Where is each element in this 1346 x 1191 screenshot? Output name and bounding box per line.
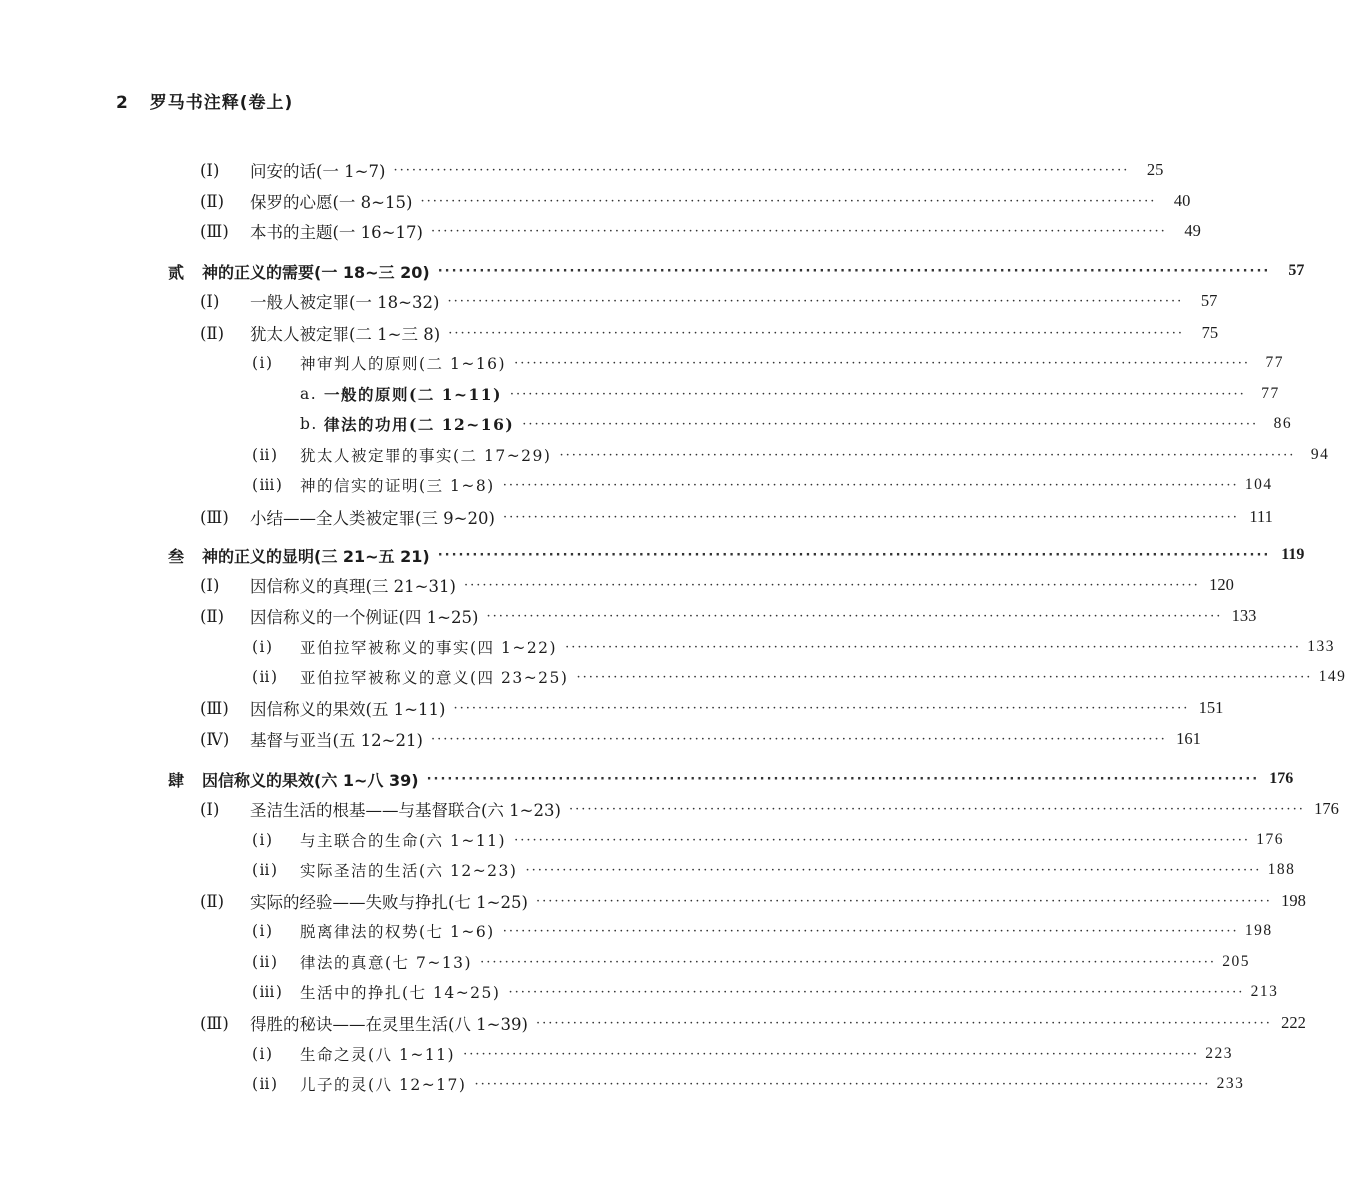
dot-leader: ························································································································ bbox=[448, 325, 1185, 341]
dot-leader: ························································································································ bbox=[559, 447, 1296, 463]
toc-entry bbox=[168, 542, 1305, 568]
toc-entry-page: 151 bbox=[1198, 698, 1224, 717]
toc-entry-page: 149 bbox=[1318, 668, 1346, 685]
toc-entry-page: 111 bbox=[1249, 507, 1273, 526]
toc-entry-title: 一般的原则(二 1~11) bbox=[324, 385, 502, 404]
dot-leader: ························································································································ bbox=[535, 1015, 1272, 1031]
toc-entry-title: 犹太人被定罪的事实(二 17~29) bbox=[300, 447, 552, 465]
toc-entry bbox=[168, 766, 1294, 792]
header-book-title: 罗马书注释(卷上) bbox=[149, 93, 294, 113]
toc-entry-title: 因信称义的果效(六 1~八 39) bbox=[202, 770, 419, 790]
toc-entry-title: 生命之灵(八 1~11) bbox=[300, 1046, 456, 1064]
toc-entry-title: 实际的经验——失败与挣扎(七 1~25) bbox=[250, 893, 528, 912]
toc-entry-title: 神的正义的需要(一 18~三 20) bbox=[202, 262, 430, 282]
toc-entry bbox=[200, 796, 1339, 822]
toc-entry-number: (Ⅱ) bbox=[200, 191, 225, 211]
toc-entry-number: (ⅰ) bbox=[252, 831, 274, 849]
toc-entry-number: (Ⅱ) bbox=[200, 606, 225, 626]
toc-entry bbox=[168, 258, 1305, 284]
toc-entry-number: a. bbox=[300, 385, 318, 403]
toc-entry-number: (Ⅰ) bbox=[200, 799, 220, 819]
toc-entry bbox=[200, 157, 1164, 183]
toc-entry-number: 叁 bbox=[168, 546, 185, 566]
toc-entry-title: 神的正义的显明(三 21~五 21) bbox=[202, 546, 430, 566]
toc-entry bbox=[200, 726, 1201, 752]
dot-leader: ························································································································ bbox=[480, 954, 1216, 970]
toc-entry-title: 问安的话(一 1~7) bbox=[250, 162, 386, 181]
toc-entry-number: (Ⅲ) bbox=[200, 507, 229, 527]
toc-entry-page: 198 bbox=[1281, 891, 1306, 910]
toc-entry-title: 本书的主题(一 16~17) bbox=[250, 223, 423, 242]
toc-entry-title: 律法的功用(二 12~16) bbox=[324, 415, 515, 434]
toc-entry-title: 脱离律法的权势(七 1~6) bbox=[300, 923, 495, 941]
dot-leader: ························································································································ bbox=[502, 477, 1239, 493]
toc-entry-page: 40 bbox=[1173, 191, 1191, 210]
toc-entry-number: (Ⅰ) bbox=[200, 291, 220, 311]
dot-leader: ························································································································ bbox=[437, 547, 1271, 563]
toc-entry-number: (Ⅲ) bbox=[200, 221, 229, 241]
toc-entry-number: (ⅰ) bbox=[252, 354, 274, 372]
toc-entry-number: (ⅲ) bbox=[252, 476, 284, 494]
toc-entry bbox=[200, 603, 1257, 629]
toc-entry-number: (Ⅰ) bbox=[200, 160, 220, 180]
dot-leader: ························································································································ bbox=[514, 832, 1250, 848]
toc-entry bbox=[252, 634, 1335, 660]
toc-entry bbox=[252, 1071, 1245, 1097]
toc-entry bbox=[200, 695, 1224, 721]
toc-entry-page: 213 bbox=[1250, 983, 1279, 1000]
toc-entry-number: (Ⅰ) bbox=[200, 575, 220, 595]
toc-entry-page: 161 bbox=[1176, 729, 1201, 748]
dot-leader: ························································································································ bbox=[430, 223, 1167, 239]
toc-entry bbox=[200, 288, 1218, 314]
toc-entry-number: (ⅱ) bbox=[252, 861, 279, 879]
toc-entry bbox=[252, 918, 1273, 944]
dot-leader: ························································································································ bbox=[474, 1076, 1211, 1092]
toc-entry-page: 94 bbox=[1310, 446, 1330, 463]
toc-entry-number: (Ⅲ) bbox=[200, 698, 229, 718]
toc-entry-title: 保罗的心愿(一 8~15) bbox=[250, 193, 413, 212]
dot-leader: ························································································································ bbox=[430, 731, 1167, 747]
dot-leader: ························································································································ bbox=[502, 923, 1239, 939]
toc-entry-number: (ⅲ) bbox=[252, 983, 284, 1001]
toc-entry bbox=[252, 949, 1250, 975]
toc-entry-page: 222 bbox=[1281, 1013, 1306, 1032]
toc-entry-title: 儿子的灵(八 12~17) bbox=[300, 1076, 467, 1094]
toc-entry bbox=[252, 664, 1346, 690]
toc-entry-page: 119 bbox=[1281, 546, 1305, 563]
dot-leader: ························································································································ bbox=[508, 984, 1245, 1000]
toc-entry-title: 因信称义的真理(三 21~31) bbox=[250, 577, 456, 596]
dot-leader: ························································································································ bbox=[426, 771, 1260, 787]
toc-entry-number: (Ⅱ) bbox=[200, 891, 225, 911]
toc-entry-page: 104 bbox=[1244, 476, 1273, 493]
toc-entry bbox=[252, 1041, 1233, 1067]
dot-leader: ························································································································ bbox=[463, 1046, 1199, 1062]
toc-entry-page: 49 bbox=[1184, 221, 1201, 240]
toc-entry-page: 57 bbox=[1200, 291, 1218, 310]
toc-entry-title: 律法的真意(七 7~13) bbox=[300, 954, 473, 972]
toc-entry-number: 贰 bbox=[168, 262, 185, 282]
header-page-number: 2 bbox=[116, 93, 129, 113]
toc-entry-page: 57 bbox=[1288, 262, 1305, 279]
toc-entry bbox=[200, 888, 1306, 914]
toc-entry-page: 176 bbox=[1314, 799, 1339, 818]
toc-entry-title: 基督与亚当(五 12~21) bbox=[250, 731, 423, 750]
toc-entry-title: 与主联合的生命(六 1~11) bbox=[300, 832, 507, 850]
dot-leader: ························································································································ bbox=[502, 509, 1239, 525]
toc-entry-page: 133 bbox=[1231, 606, 1257, 625]
dot-leader: ························································································································ bbox=[393, 162, 1130, 178]
toc-entry-number: (ⅰ) bbox=[252, 638, 274, 656]
toc-entry bbox=[252, 350, 1284, 376]
toc-entry-title: 得胜的秘诀——在灵里生活(八 1~39) bbox=[250, 1015, 528, 1034]
toc-entry-title: 因信称义的果效(五 1~11) bbox=[250, 700, 446, 719]
toc-entry bbox=[300, 411, 1293, 437]
toc-entry-number: (ⅰ) bbox=[252, 922, 274, 940]
toc-entry-title: 圣洁生活的根基——与基督联合(六 1~23) bbox=[250, 801, 561, 820]
toc-entry-number: (ⅱ) bbox=[252, 953, 279, 971]
dot-leader: ························································································································ bbox=[420, 193, 1157, 209]
toc-entry-title: 神的信实的证明(三 1~8) bbox=[300, 477, 495, 495]
dot-leader: ························································································································ bbox=[522, 416, 1259, 432]
toc-entry-title: 亚伯拉罕被称义的事实(四 1~22) bbox=[300, 639, 558, 657]
toc-entry-number: (ⅰ) bbox=[252, 1045, 274, 1063]
toc-entry bbox=[252, 857, 1296, 883]
toc-entry-number: 肆 bbox=[168, 770, 185, 790]
toc-entry-page: 86 bbox=[1273, 415, 1293, 432]
dot-leader: ························································································································ bbox=[535, 893, 1272, 909]
dot-leader: ························································································································ bbox=[437, 263, 1271, 279]
toc-entry-page: 75 bbox=[1201, 323, 1219, 342]
dot-leader: ························································································································ bbox=[486, 608, 1223, 624]
toc-entry-number: (ⅱ) bbox=[252, 1075, 279, 1093]
toc-entry-title: 实际圣洁的生活(六 12~23) bbox=[300, 862, 518, 880]
toc-entry-title: 因信称义的一个例证(四 1~25) bbox=[250, 608, 479, 627]
toc-entry-page: 198 bbox=[1244, 922, 1273, 939]
toc-entry bbox=[200, 218, 1201, 244]
toc-entry-number: (Ⅳ) bbox=[200, 729, 230, 749]
toc-entry-title: 神审判人的原则(二 1~16) bbox=[300, 355, 507, 373]
toc-entry-page: 176 bbox=[1256, 831, 1284, 848]
toc-entry-page: 133 bbox=[1307, 638, 1335, 655]
toc-entry-page: 77 bbox=[1265, 354, 1284, 371]
dot-leader: ························································································································ bbox=[447, 293, 1184, 309]
toc-entry-title: 亚伯拉罕被称义的意义(四 23~25) bbox=[300, 669, 569, 687]
toc-entry-title: 生活中的挣扎(七 14~25) bbox=[300, 984, 501, 1002]
toc-entry-page: 120 bbox=[1209, 575, 1234, 594]
toc-entry-page: 223 bbox=[1205, 1045, 1233, 1062]
toc-entry bbox=[300, 381, 1280, 407]
toc-entry bbox=[200, 320, 1219, 346]
toc-entry-page: 205 bbox=[1222, 953, 1250, 970]
dot-leader: ························································································································ bbox=[568, 801, 1305, 817]
toc-entry-page: 25 bbox=[1146, 160, 1164, 179]
dot-leader: ························································································································ bbox=[514, 355, 1250, 371]
toc-entry-number: (ⅱ) bbox=[252, 446, 279, 464]
toc-entry-page: 233 bbox=[1216, 1075, 1245, 1092]
dot-leader: ························································································································ bbox=[509, 386, 1246, 402]
dot-leader: ························································································································ bbox=[463, 577, 1200, 593]
toc-entry bbox=[200, 572, 1234, 598]
dot-leader: ························································································································ bbox=[453, 700, 1190, 716]
toc-entry bbox=[252, 472, 1273, 498]
toc-entry-number: (Ⅱ) bbox=[200, 323, 225, 343]
toc-entry-number: (ⅱ) bbox=[252, 668, 279, 686]
toc-entry-title: 小结——全人类被定罪(三 9~20) bbox=[250, 509, 495, 528]
toc-entry-page: 188 bbox=[1267, 861, 1296, 878]
toc-entry-title: 一般人被定罪(一 18~32) bbox=[250, 293, 440, 312]
dot-leader: ························································································································ bbox=[525, 862, 1262, 878]
toc-entry-page: 77 bbox=[1261, 385, 1280, 402]
toc-entry-title: 犹太人被定罪(二 1~三 8) bbox=[250, 325, 441, 344]
toc-entry bbox=[200, 504, 1273, 530]
toc-entry-number: b. bbox=[300, 415, 318, 433]
toc-entry bbox=[252, 827, 1284, 853]
toc-entry bbox=[200, 188, 1191, 214]
dot-leader: ························································································································ bbox=[576, 669, 1313, 685]
toc-entry bbox=[200, 1010, 1306, 1036]
toc-entry-page: 176 bbox=[1269, 770, 1294, 787]
toc-entry bbox=[252, 979, 1279, 1005]
toc-entry-number: (Ⅲ) bbox=[200, 1013, 229, 1033]
toc-entry bbox=[252, 442, 1330, 468]
dot-leader: ························································································································ bbox=[565, 639, 1301, 655]
